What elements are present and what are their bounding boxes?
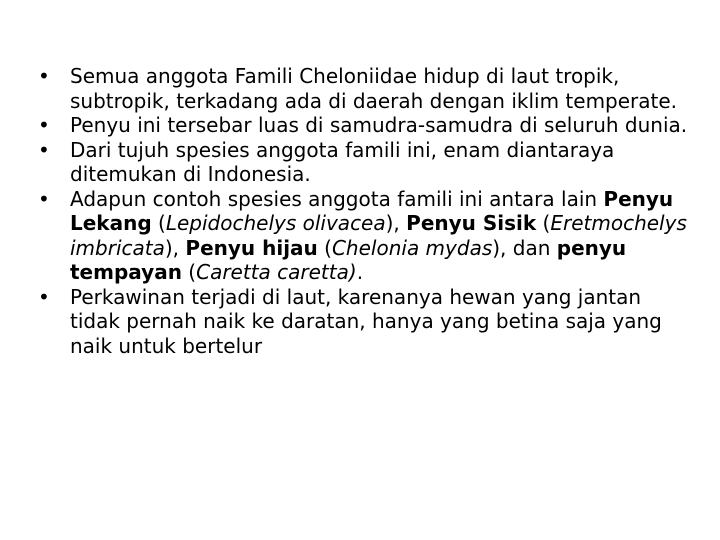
species-common-name: Penyu hijau bbox=[185, 235, 318, 260]
species-paren-close: . bbox=[356, 260, 364, 284]
bullet-dot-icon: • bbox=[38, 64, 50, 88]
bullet-item-distribution bbox=[38, 113, 688, 138]
species-paren-open: ( bbox=[536, 211, 551, 235]
bullet-text: Perkawinan terjadi di laut, karenanya hewan yang jantan tidak pernah naik ke daratan, hanya yang betina saja yang naik untuk bertelur bbox=[70, 284, 662, 358]
bullet-item-mating bbox=[38, 285, 688, 359]
bullet-list bbox=[38, 64, 688, 358]
bullet-item-species-count bbox=[38, 138, 688, 187]
species-paren-close: ), dan bbox=[492, 235, 557, 260]
species-common-name: penyu tempayan bbox=[70, 235, 627, 284]
species-common-name: Penyu Lekang bbox=[70, 186, 674, 235]
species-common-name: Penyu Sisik bbox=[406, 211, 537, 235]
species-scientific-name: Chelonia mydas bbox=[331, 235, 493, 260]
species-paren-open: ( bbox=[317, 235, 332, 260]
bullet-dot-icon: • bbox=[38, 137, 50, 162]
bullet-dot-icon: • bbox=[38, 284, 50, 309]
species-paren-open: ( bbox=[151, 211, 166, 235]
species-scientific-name: Caretta caretta) bbox=[196, 260, 357, 284]
species-scientific-name: Eretmochelys imbricata bbox=[70, 211, 687, 260]
species-scientific-name: Lepidochelys olivacea bbox=[165, 211, 386, 235]
bullet-text: Penyu ini tersebar luas di samudra-samudra di seluruh dunia. bbox=[70, 113, 688, 137]
species-paren-close: ), bbox=[164, 235, 186, 260]
species-paren-open: ( bbox=[181, 260, 197, 284]
species-paren-close: ), bbox=[385, 211, 407, 235]
bullet-text: Semua anggota Famili Cheloniidae hidup di laut tropik, subtropik, terkadang ada di daerah dengan iklim temperate. bbox=[70, 64, 678, 113]
bullet-intro-text: Adapun contoh spesies anggota famili ini antara lain bbox=[70, 186, 604, 211]
bullet-text: Dari tujuh spesies anggota famili ini, enam diantaraya ditemukan di Indonesia. bbox=[70, 137, 615, 186]
bullet-dot-icon: • bbox=[38, 113, 50, 137]
bullet-dot-icon: • bbox=[38, 186, 50, 211]
bullet-item-species-examples bbox=[38, 187, 688, 285]
bullet-item-habitat bbox=[38, 64, 688, 113]
